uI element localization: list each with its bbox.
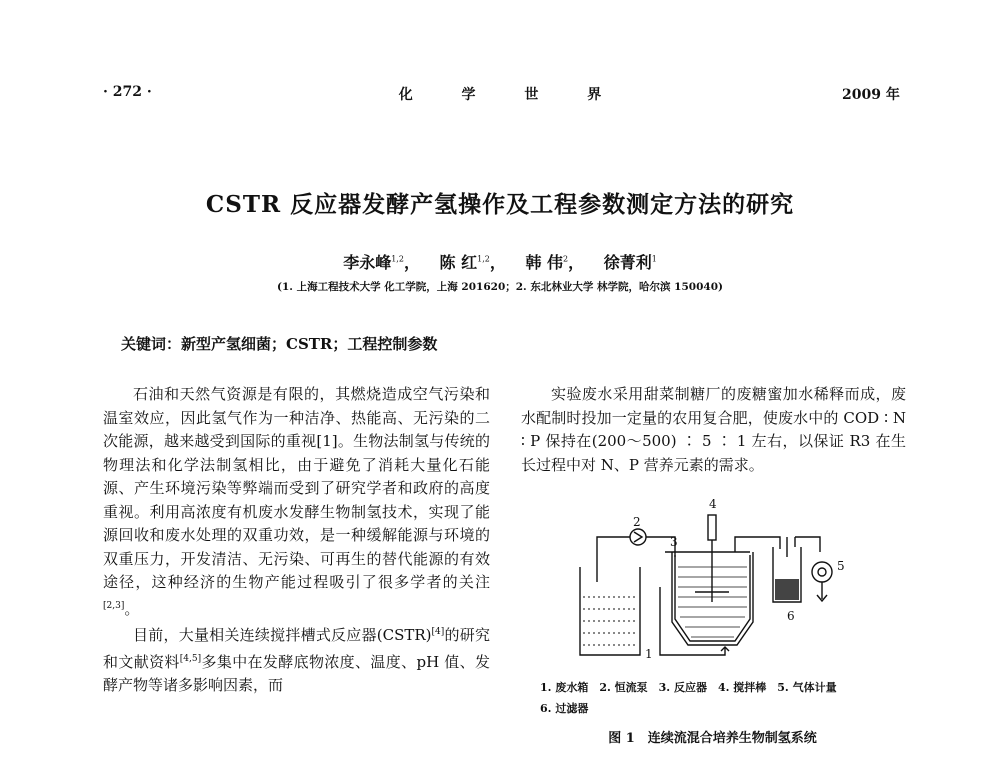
author-name: 韩 伟 [525,253,564,272]
body-paragraph: 实验废水采用甜菜制糖厂的废糖蜜加水稀释而成，废水配制时投加一定量的农用复合肥，使废水中的 COD ∶ N ∶ P 保持在(200～500) ∶ 5 ∶ 1 左右，以保证 R3 在生长过程中对 N、P 营养元素的需求。 [521,385,906,474]
paper-title: CSTR 反应器发酵产氢操作及工程参数测定方法的研究 [205,191,795,218]
author-affiliation-mark: 1,2 [391,254,404,264]
author-affiliation-mark: 1 [651,254,657,264]
figure-legend: 1. 废水箱 2. 恒流泵 3. 反应器 4. 搅拌棒 5. 气体计量 [540,681,837,694]
hydrogen-system-diagram [575,497,855,667]
figure-legend: 6. 过滤器 [540,702,589,715]
pump-arrow [634,532,642,542]
paragraph-text: 石油和天然气资源是有限的，其燃烧造成空气污染和温室效应，因此氢气作为一种洁净、热能高、无污染的二次能源，越来越受到国际的重视[1]。生物法制氢与传统的物理法和化学法制氢相比，由于避免了消耗大量化石能源、产生环境污染等弊端而受到了研究学者和政府的高度重视。利用高浓度有机废水发酵生物制氢技术，实现了能源回收和废水处理的双重功效，是一种缓解能源与环境的双重压力，开发清洁、无污染、可再生的替代能源的有效途径，这种经济的生物产能过程吸引了很多学者的关注 [103,385,490,591]
tank-liquid [583,597,637,645]
journal-year: 2009 年 [842,87,900,103]
gas-meter-core [818,568,826,576]
citation: [2,3] [103,600,125,611]
author-separator: ， [403,253,420,272]
affiliation: (1. 上海工程技术大学 化工学院，上海 201620；2. 东北林业大学 林学院，哈尔滨 150040) [277,281,723,293]
author-name: 陈 红 [439,253,478,272]
citation: [4,5] [179,653,202,664]
figure-label: 5 [837,559,845,573]
figure-label: 4 [709,497,717,511]
stirrer-motor [708,515,716,540]
pump-icon [630,529,646,545]
gas-meter-icon [812,562,832,582]
figure-label: 6 [787,609,795,623]
paragraph-end: 。 [124,599,140,618]
author [343,253,420,272]
author [440,253,506,272]
author [604,253,657,272]
waste-tank [580,567,640,655]
meter-line [795,537,820,552]
figure-label: 2 [633,515,641,529]
page-number: · 272 · [103,84,152,100]
author-name: 李永峰 [343,253,392,272]
paragraph-text: 目前，大量相关连续搅拌槽式反应器(CSTR) [133,626,432,644]
citation: [4] [431,627,445,637]
body-paragraph [103,383,490,621]
figure-diagram [575,497,855,667]
author-separator: ， [568,253,585,272]
body-paragraph [103,621,490,698]
left-column [103,383,490,698]
author-list [0,250,1000,273]
author-affiliation-mark: 1,2 [477,254,490,264]
author [525,253,584,272]
author-name: 徐菁利 [603,253,652,272]
filter-media [775,579,799,600]
figure-caption: 图 1 连续流混合培养生物制氢系统 [608,731,817,746]
keywords: 关键词：新型产氢细菌；CSTR；工程控制参数 [121,335,438,353]
right-column [521,383,906,477]
figure-label: 1 [645,647,653,661]
feed-tube [597,537,630,582]
paragraph-text: 多集中在发酵底物浓度、温度、pH 值、发酵产物等诸多影响因素，而 [103,652,490,694]
author-affiliation-mark: 2 [563,254,569,264]
author-separator: ， [489,253,506,272]
figure-label: 3 [670,535,678,549]
paragraph-text: 的研究和文献资料 [103,626,490,671]
journal-name: 化 学 世 界 [398,87,624,103]
